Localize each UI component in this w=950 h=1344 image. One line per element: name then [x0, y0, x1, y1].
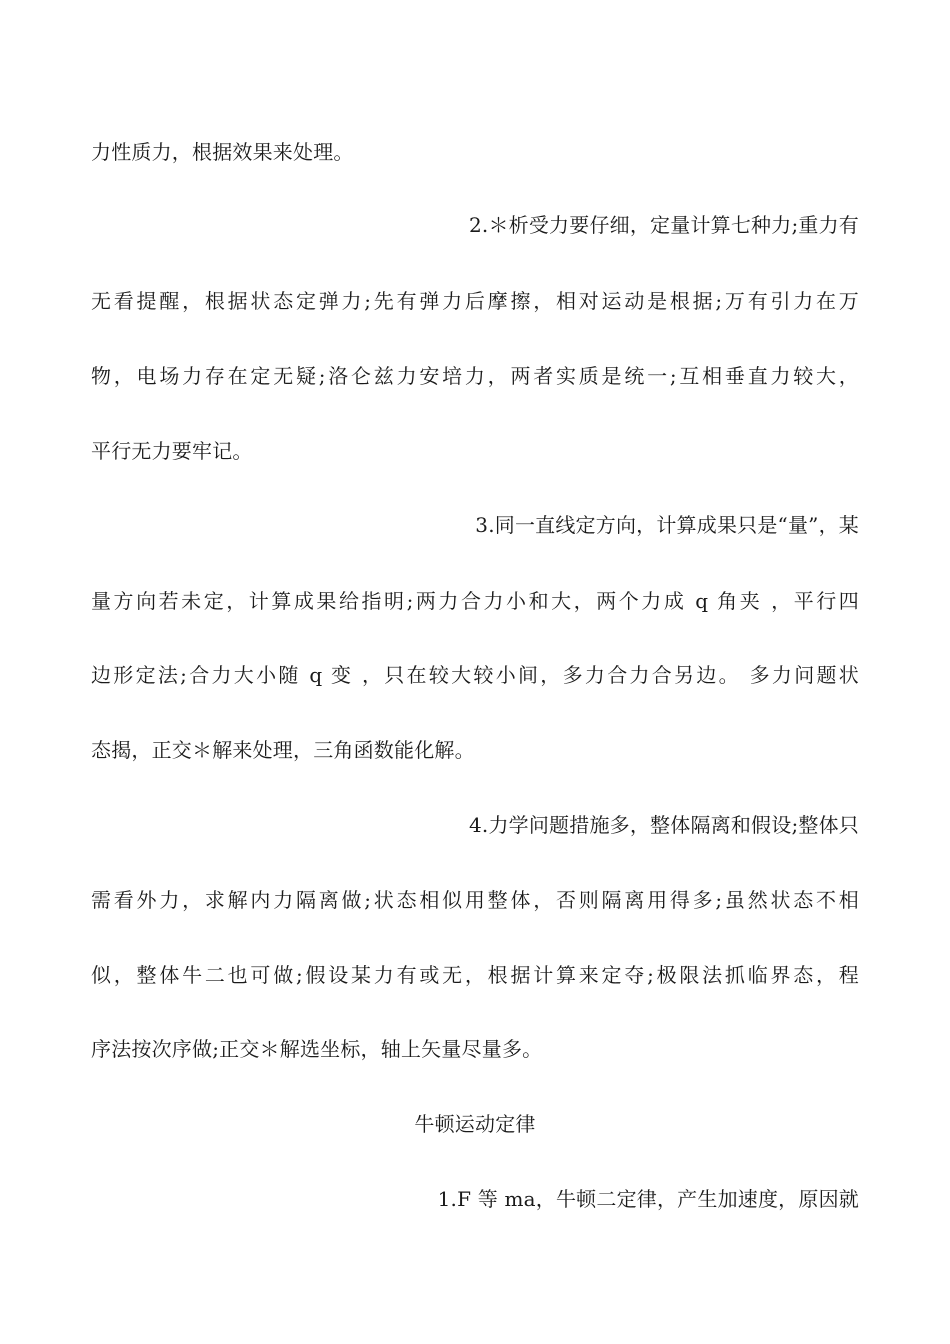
section-heading: 牛顿运动定律: [414, 1112, 536, 1136]
numbered-item-heading: 2.＊析受力要仔细，定量计算七种力;重力有: [468, 213, 859, 237]
paragraph-line: 力性质力，根据效果来处理。: [91, 140, 354, 164]
numbered-item-heading: 1.F 等 ma，牛顿二定律，产生加速度，原因就: [437, 1187, 859, 1211]
paragraph-line: 平行无力要牢记。: [91, 439, 253, 463]
numbered-item-heading: 4.力学问题措施多，整体隔离和假设;整体只: [468, 813, 859, 837]
paragraph-line: 无看提醒，根据状态定弹力;先有弹力后摩擦，相对运动是根据;万有引力在万: [91, 289, 859, 313]
numbered-item-heading: 3.同一直线定方向，计算成果只是“量”，某: [475, 513, 859, 537]
paragraph-line: 边形定法;合力大小随 q 变 ，只在较大较小间，多力合力合另边。 多力问题状: [91, 663, 859, 687]
paragraph-line: 量方向若未定，计算成果给指明;两力合力小和大，两个力成 q 角夹 ，平行四: [91, 589, 859, 613]
paragraph-line: 序法按次序做;正交＊解选坐标，轴上矢量尽量多。: [91, 1037, 543, 1061]
paragraph-line: 态揭，正交＊解来处理，三角函数能化解。: [91, 738, 475, 762]
paragraph-line: 似，整体牛二也可做;假设某力有或无，根据计算来定夺;极限法抓临界态，程: [91, 963, 859, 987]
paragraph-line: 需看外力，求解内力隔离做;状态相似用整体，否则隔离用得多;虽然状态不相: [91, 888, 859, 912]
paragraph-line: 物，电场力存在定无疑;洛仑兹力安培力，两者实质是统一;互相垂直力较大，: [91, 364, 859, 388]
